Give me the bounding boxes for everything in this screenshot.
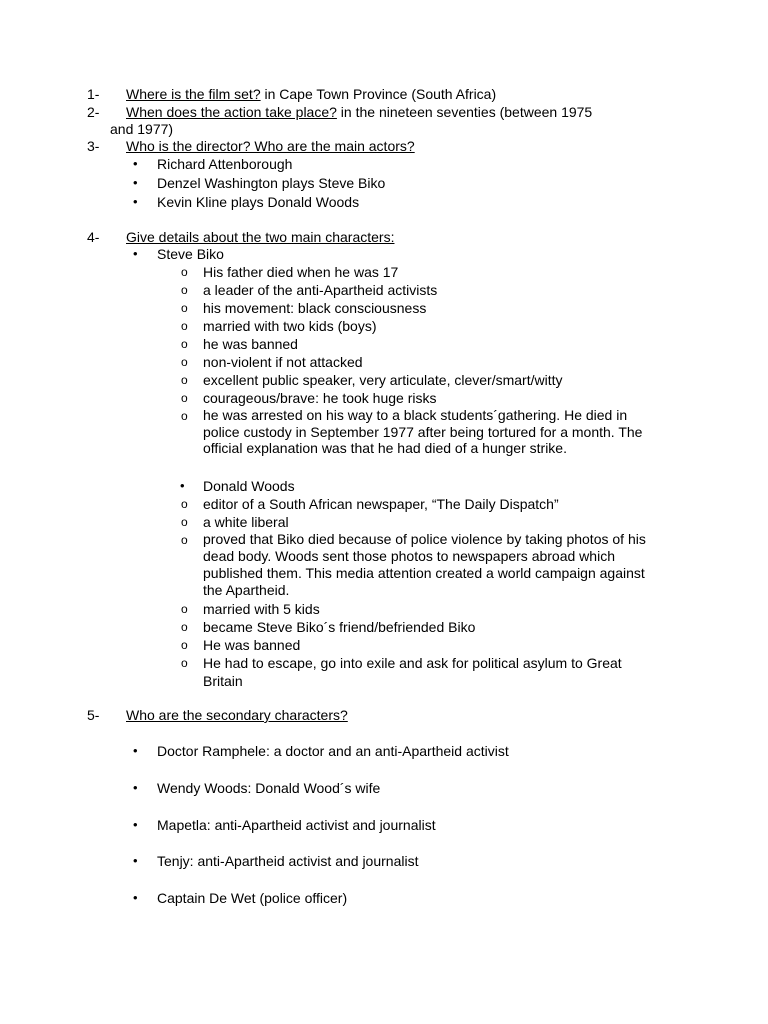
list-item-text: Tenjy: anti-Apartheid activist and journalist — [157, 853, 419, 869]
bullet-icon: • — [133, 194, 138, 209]
sub-list-item-text: a white liberal — [203, 514, 289, 530]
list-item-text: Kevin Kline plays Donald Woods — [157, 194, 360, 210]
sub-bullet-icon: o — [181, 319, 188, 333]
sub-list-item-text: married with 5 kids — [203, 601, 320, 617]
sub-list-item-text: He had to escape, go into exile and ask for political asylum to Great Britain — [203, 655, 622, 689]
question-number: 4- — [87, 229, 100, 245]
bullet-icon: • — [133, 175, 138, 190]
question-number: 5- — [87, 707, 100, 723]
question-text: Give details about the two main characters: — [126, 229, 395, 245]
sub-bullet-icon: o — [181, 301, 188, 315]
sub-bullet-icon: o — [181, 515, 188, 529]
question-text: Who are the secondary characters? — [126, 707, 348, 723]
question-text: Who is the director? Who are the main actors? — [126, 138, 415, 154]
answer-text: in Cape Town Province (South Africa) — [260, 86, 497, 102]
sub-bullet-icon: o — [181, 355, 188, 369]
list-item-text: Doctor Ramphele: a doctor and an anti-Apartheid activist — [157, 743, 509, 759]
list-item-text: Richard Attenborough — [157, 156, 293, 172]
sub-bullet-icon: o — [181, 373, 188, 387]
bullet-icon: • — [133, 853, 138, 868]
sub-list-item-text: excellent public speaker, very articulate, clever/smart/witty — [203, 372, 563, 388]
bullet-icon: • — [133, 156, 138, 171]
bullet-icon: • — [133, 817, 138, 832]
sub-list-item-text: he was banned — [203, 336, 298, 352]
sub-list-item-text: His father died when he was 17 — [203, 264, 399, 280]
answer-text: in the nineteen seventies (between 1975 — [336, 104, 593, 120]
sub-bullet-icon: o — [181, 656, 188, 670]
character-name: Donald Woods — [203, 478, 295, 494]
question-number: 2- — [87, 104, 100, 120]
sub-bullet-icon: o — [181, 391, 188, 405]
bullet-icon: • — [133, 246, 138, 261]
sub-list-item-text: became Steve Biko´s friend/befriended Biko — [203, 619, 476, 635]
sub-bullet-icon: o — [181, 497, 188, 511]
sub-bullet-icon: o — [181, 602, 188, 616]
sub-list-item-text: his movement: black consciousness — [203, 300, 427, 316]
sub-list-item-text: courageous/brave: he took huge risks — [203, 390, 437, 406]
question-number: 3- — [87, 138, 100, 154]
sub-bullet-icon: o — [181, 409, 188, 423]
question-text: When does the action take place? — [126, 104, 337, 120]
sub-bullet-icon: o — [181, 337, 188, 351]
list-item-text: Denzel Washington plays Steve Biko — [157, 175, 386, 191]
sub-bullet-icon: o — [181, 638, 188, 652]
sub-bullet-icon: o — [181, 620, 188, 634]
sub-list-item-text: editor of a South African newspaper, “The Daily Dispatch” — [203, 496, 559, 512]
sub-list-item-text: a leader of the anti-Apartheid activists — [203, 282, 438, 298]
sub-list-item-text: married with two kids (boys) — [203, 318, 377, 334]
list-item-text: Mapetla: anti-Apartheid activist and journalist — [157, 817, 436, 833]
bullet-icon: • — [133, 780, 138, 795]
answer-continuation: and 1977) — [110, 121, 174, 137]
list-item-text: Captain De Wet (police officer) — [157, 890, 348, 906]
sub-bullet-icon: o — [181, 283, 188, 297]
bullet-icon: • — [180, 478, 185, 493]
sub-list-item-text: He was banned — [203, 637, 301, 653]
sub-list-item-text: he was arrested on his way to a black students´gathering. He died in police custody in September 1977 after being tortured for a month. The official explanation was that he had died of a hunger strike. — [203, 407, 643, 456]
bullet-icon: • — [133, 743, 138, 758]
sub-list-item-text: non-violent if not attacked — [203, 354, 363, 370]
sub-list-item-text: proved that Biko died because of police violence by taking photos of his dead body. Woods sent those photos to newspapers abroad which published them. This media attention created a world campaign against the Apartheid. — [203, 531, 646, 598]
question-text: Where is the film set? — [126, 86, 261, 102]
sub-bullet-icon: o — [181, 533, 188, 547]
character-name: Steve Biko — [157, 246, 224, 262]
sub-bullet-icon: o — [181, 265, 188, 279]
question-number: 1- — [87, 86, 100, 102]
list-item-text: Wendy Woods: Donald Wood´s wife — [157, 780, 381, 796]
bullet-icon: • — [133, 890, 138, 905]
